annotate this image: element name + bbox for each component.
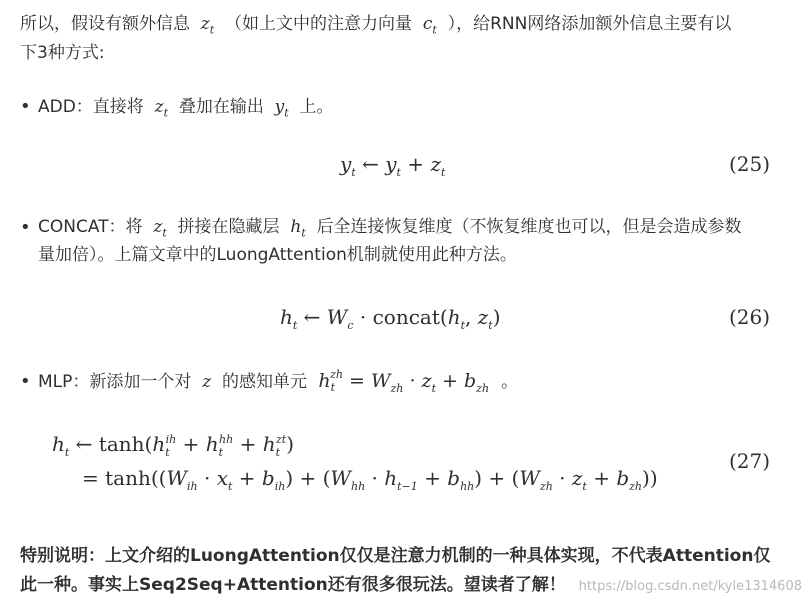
intro-text-b: （如上文中的注意力向量 (225, 14, 413, 34)
concat-line-2: 量加倍）。上篇文章中的LuongAttention机制就使用此种方法。 (38, 245, 517, 265)
add-mid: 叠加在输出 (178, 97, 264, 117)
equation-25: $y_t$ ← $y_t + z_t$ (340, 152, 446, 179)
equation-number-25: (25) (728, 152, 770, 176)
bullet-dot: • (20, 96, 31, 117)
watermark: https://blog.csdn.net/kyle1314608 (578, 579, 802, 594)
intro-line-2: 下3种方式: (20, 43, 105, 63)
add-label: ADD：直接将 (38, 97, 144, 117)
equation-number-26: (26) (728, 305, 770, 329)
equation-27-line-2: = $\tanh((W_{ih} \cdot x_t + b_{ih}) + (W_{hh} \cdot h_{t-1} + b_{hh}) + (W_{zh} \cdot z_t + b_{zh}))$ (82, 466, 658, 493)
concat-line-1 (38, 215, 742, 239)
add-end: 上。 (299, 97, 334, 117)
bullet-dot: • (20, 217, 31, 238)
mlp-line (38, 369, 518, 394)
equation-27-line-1: $h_t$ ← $\tanh(h_t^{ih} + h_t^{hh} + h_t^{zt})$ (52, 432, 295, 459)
note-line-2: 此一种。事实上Seq2Seq+Attention还有很多很玩法。望读者了解！ (20, 575, 566, 595)
intro-text-a: 所以，假设有额外信息 (20, 14, 190, 34)
mlp-end: 。 (501, 372, 519, 392)
math-z-t: $z_t$ (147, 217, 167, 240)
math-h-t: $h_t$ (284, 217, 306, 240)
bullet-dot: • (20, 371, 31, 392)
intro-text-c: ），给RNN网络添加额外信息主要有以 (447, 14, 732, 34)
concat-text-b: 拼接在隐藏层 (177, 217, 280, 237)
math-z-t: $z_t$ (195, 14, 215, 37)
math-z: z (196, 372, 217, 392)
math-y-t: $y_t$ (269, 97, 289, 120)
equation-number-27: (27) (728, 449, 770, 473)
add-line (38, 95, 333, 119)
concat-text-c: 后全连接恢复维度（不恢复维度也可以，但是会造成参数 (316, 217, 742, 237)
concat-text-a: CONCAT：将 (38, 217, 143, 237)
intro-line-1 (20, 12, 731, 36)
equation-26: $h_t$ ← $W_c$ · $concat(h_t$, $z_t$) (280, 305, 501, 332)
note-line-1: 特别说明：上文介绍的LuongAttention仅仅是注意力机制的一种具体实现，不代表Attention仅 (20, 546, 771, 566)
math-c-t: $c_t$ (417, 14, 437, 37)
math-mlp-def: $h_t^{zh} = W_{zh} \cdot z_t + b_{zh}$ (312, 368, 490, 395)
mlp-label: MLP：新添加一个对 (38, 372, 192, 392)
math-z-t: $z_t$ (149, 97, 169, 120)
mlp-mid: 的感知单元 (221, 372, 307, 392)
